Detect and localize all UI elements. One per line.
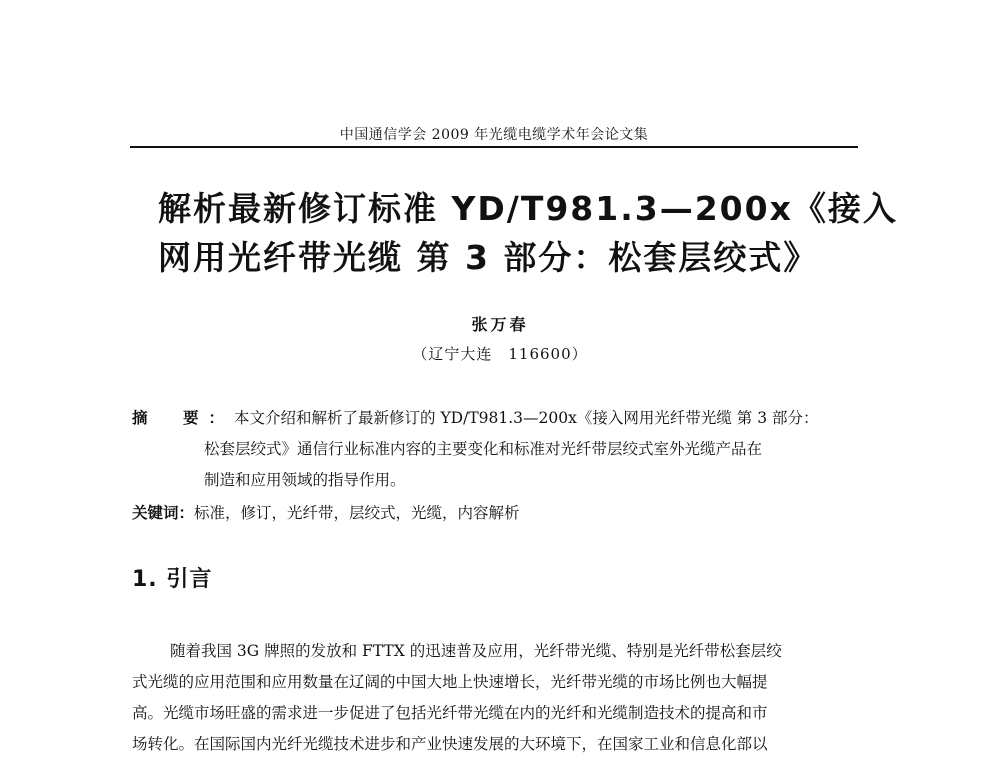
abstract-line-1: 本文介绍和解析了最新修订的 YD/T981.3—200x《接入网用光纤带光缆 第 3 部分：: [234, 409, 819, 427]
paragraph-line-3: 高。光缆市场旺盛的需求进一步促进了包括光纤带光缆在内的光纤和光缆制造技术的提高和市: [132, 704, 768, 722]
abstract-line-3: 制造和应用领域的指导作用。: [204, 471, 406, 489]
title-line-2: 网用光纤带光缆 第 3 部分：松套层绞式》: [158, 238, 819, 277]
paragraph-line-1: 随着我国 3G 牌照的发放和 FTTX 的迅速普及应用，光纤带光缆、特别是光纤带松套层绞: [170, 642, 782, 660]
paragraph-line-2: 式光缆的应用范围和应用数量在辽阔的中国大地上快速增长，光纤带光缆的市场比例也大幅提: [132, 673, 768, 691]
running-header: 中国通信学会 2009 年光缆电缆学术年会论文集: [339, 127, 649, 143]
header-rule: [130, 146, 858, 148]
paper-title: [158, 184, 898, 282]
keywords-label: 关键词：: [132, 503, 195, 522]
section-heading: 1. 引言: [132, 567, 213, 592]
body-paragraph: [132, 636, 860, 760]
abstract-line-2: 松套层绞式》通信行业标准内容的主要变化和标准对光纤带层绞式室外光缆产品在: [204, 440, 763, 458]
abstract-label: 摘 要：: [132, 408, 235, 427]
keywords-text: 标准，修订，光纤带，层绞式，光缆，内容解析: [194, 504, 520, 522]
paragraph-line-4: 场转化。在国际国内光纤光缆技术进步和产业快速发展的大环境下，在国家工业和信息化部以: [132, 735, 768, 753]
title-line-1: 解析最新修订标准 YD/T981.3—200x《接入: [158, 189, 898, 228]
abstract: [132, 402, 860, 496]
author-affiliation: （辽宁大连 116600）: [412, 345, 588, 363]
keywords: [132, 497, 860, 529]
author-name: 张万春: [471, 315, 529, 334]
